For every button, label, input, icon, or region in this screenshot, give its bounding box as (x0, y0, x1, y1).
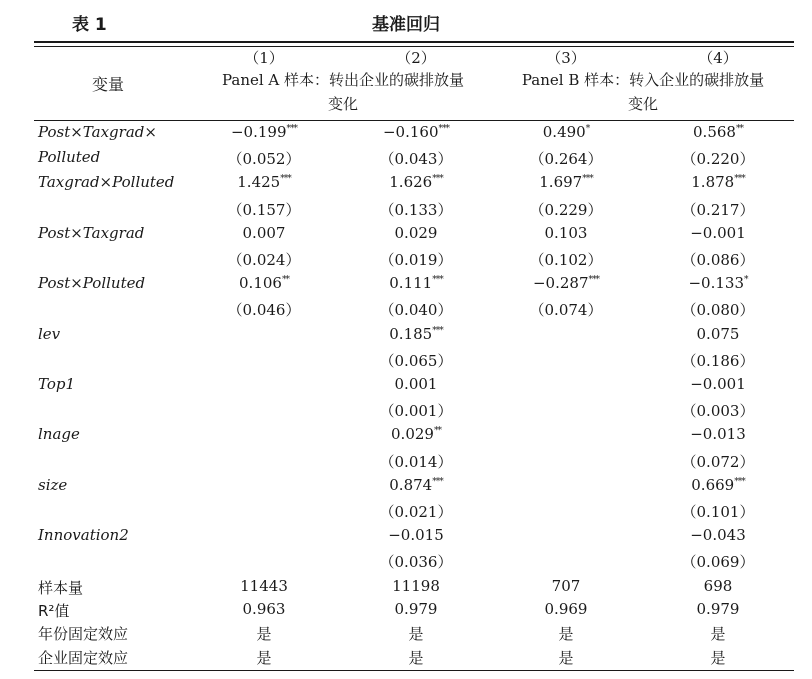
table-title: 基准回归 (372, 15, 440, 35)
variable-header: 变量 (92, 75, 125, 94)
cell-value: （0.040） (379, 301, 453, 320)
row-variable: 样本量 (38, 578, 84, 597)
cell-value: −0.001 (690, 375, 746, 393)
table-row (0, 499, 812, 524)
cell-col-3 (506, 249, 626, 270)
row-variable: Top1 (38, 375, 76, 393)
cell-col-2 (356, 173, 476, 191)
cell-value: （0.021） (379, 503, 453, 521)
row-variable: lev (38, 324, 61, 343)
cell-col-3 (506, 299, 626, 320)
cell-col-4 (658, 577, 778, 595)
cell-col-2 (356, 123, 476, 141)
cell-value: −0.013 (690, 425, 746, 444)
panel-b-line-2: 变化 (627, 95, 658, 113)
cell-value: 11198 (392, 576, 440, 595)
cell-value: （0.003） (681, 402, 755, 421)
top-rule (34, 41, 794, 43)
cell-col-4 (658, 400, 778, 421)
table-row (0, 449, 812, 474)
significance-stars: * (744, 275, 748, 286)
panel-a-header (198, 68, 488, 116)
cell-col-1 (204, 148, 324, 169)
table-row (0, 323, 812, 348)
cell-value: 0.001 (394, 375, 438, 393)
panel-b-header (498, 68, 788, 116)
cell-col-2 (356, 274, 476, 292)
cell-value: 0.103 (544, 223, 588, 242)
cell-value: （0.074） (529, 301, 603, 320)
panel-b-line-1: Panel B 样本：转入企业的碳排放量 (521, 71, 765, 89)
cell-col-2 (356, 647, 476, 668)
cell-col-4 (658, 148, 778, 169)
cell-col-4 (658, 551, 778, 572)
table-row (0, 524, 812, 549)
cell-value: −0.133 (688, 274, 744, 293)
cell-col-2 (356, 249, 476, 270)
row-variable: 年份固定效应 (38, 625, 129, 644)
significance-stars: *** (734, 476, 745, 487)
cell-value: （0.080） (681, 301, 755, 320)
cell-value: 1.425 (237, 173, 281, 192)
cell-col-3 (506, 224, 626, 242)
cell-col-4 (658, 526, 778, 544)
significance-stars: ** (433, 426, 441, 437)
cell-value: 1.697 (539, 173, 583, 192)
cell-col-2 (356, 299, 476, 320)
cell-col-2 (356, 400, 476, 421)
table-row (0, 423, 812, 448)
cell-col-2 (356, 350, 476, 371)
cell-col-4 (658, 600, 778, 618)
cell-value: （0.014） (379, 452, 453, 471)
cell-col-3 (506, 148, 626, 169)
column-number-3: （3） (546, 49, 586, 67)
cell-col-1 (204, 623, 324, 644)
cell-col-4 (658, 299, 778, 320)
cell-col-2 (356, 325, 476, 343)
cell-value: （0.157） (227, 200, 301, 219)
cell-col-4 (658, 173, 778, 191)
table-row (0, 348, 812, 373)
cell-col-2 (356, 476, 476, 494)
table-row (0, 575, 812, 600)
cell-value: 是 (710, 648, 726, 667)
cell-value: 0.669 (691, 475, 735, 494)
cell-col-3 (506, 173, 626, 191)
cell-col-4 (658, 375, 778, 393)
cell-col-2 (356, 224, 476, 242)
cell-value: −0.160 (382, 123, 439, 141)
cell-col-3 (506, 647, 626, 668)
table-label: 表 1 (72, 15, 107, 35)
significance-stars: *** (582, 174, 593, 185)
cell-value: 1.878 (691, 173, 735, 192)
cell-value: 698 (703, 576, 733, 595)
cell-col-2 (356, 526, 476, 544)
cell-col-4 (658, 476, 778, 494)
table-row (0, 146, 812, 171)
cell-value: （0.024） (227, 251, 301, 269)
cell-value: 是 (408, 625, 424, 644)
row-variable: Innovation2 (38, 526, 129, 545)
cell-col-2 (356, 551, 476, 572)
cell-col-1 (204, 647, 324, 668)
title-row (0, 8, 812, 36)
cell-col-4 (658, 350, 778, 371)
column-number-1: （1） (244, 49, 284, 67)
cell-col-2 (356, 451, 476, 472)
cell-col-2 (356, 623, 476, 644)
table-row (0, 222, 812, 247)
cell-col-1 (204, 199, 324, 220)
top-rule-thin (34, 46, 794, 47)
cell-col-3 (506, 199, 626, 220)
cell-value: （0.069） (681, 553, 755, 572)
cell-value: 是 (558, 625, 574, 644)
cell-value: 0.029 (394, 223, 438, 242)
cell-value: 0.007 (242, 223, 286, 242)
cell-value: 0.111 (389, 274, 433, 293)
cell-col-2 (356, 199, 476, 220)
cell-value: 0.979 (696, 599, 740, 618)
row-variable: Taxgrad×Polluted (38, 173, 175, 192)
cell-col-2 (356, 425, 476, 443)
row-variable: Post×Polluted (38, 274, 146, 293)
cell-value: 0.029 (391, 425, 434, 444)
cell-col-4 (658, 623, 778, 644)
cell-col-2 (356, 501, 476, 522)
cell-col-2 (356, 148, 476, 169)
cell-value: −0.199 (230, 123, 287, 141)
cell-col-1 (204, 600, 324, 618)
significance-stars: *** (734, 174, 745, 185)
column-number-4: （4） (698, 49, 738, 67)
cell-col-4 (658, 274, 778, 292)
significance-stars: * (585, 124, 590, 134)
cell-col-4 (658, 249, 778, 270)
cell-value: 是 (558, 648, 574, 667)
table-row (0, 474, 812, 499)
cell-value: （0.229） (529, 200, 603, 219)
cell-value: （0.133） (379, 200, 453, 219)
cell-col-4 (658, 451, 778, 472)
cell-value: 0.979 (394, 599, 438, 618)
cell-value: 0.106 (239, 274, 282, 293)
table-row (0, 598, 812, 623)
cell-value: （0.072） (681, 452, 755, 471)
column-number-2: （2） (396, 49, 436, 67)
cell-value: 0.568 (693, 123, 736, 141)
table-row (0, 645, 812, 670)
cell-value: （0.186） (681, 351, 755, 370)
panel-a-line-2: 变化 (327, 95, 358, 113)
table-row (0, 197, 812, 222)
cell-value: 是 (408, 648, 424, 667)
cell-col-2 (356, 600, 476, 618)
cell-value: （0.036） (379, 553, 453, 572)
significance-stars: *** (438, 124, 449, 134)
row-variable: R²值 (38, 601, 70, 620)
cell-value: （0.043） (379, 150, 453, 169)
cell-col-4 (658, 199, 778, 220)
table-row (0, 297, 812, 322)
cell-value: 11443 (240, 576, 288, 595)
cell-value: （0.220） (681, 150, 755, 169)
cell-col-4 (658, 224, 778, 242)
cell-value: 0.874 (389, 475, 433, 494)
cell-value: （0.102） (529, 251, 603, 269)
cell-value: 是 (710, 625, 726, 644)
cell-col-3 (506, 600, 626, 618)
cell-value: 1.626 (389, 173, 433, 192)
cell-value: （0.046） (227, 301, 301, 320)
significance-stars: *** (432, 174, 443, 185)
cell-value: 0.185 (389, 324, 433, 343)
cell-value: −0.043 (690, 526, 746, 545)
table-row (0, 272, 812, 297)
row-variable: 企业固定效应 (38, 648, 129, 667)
cell-col-3 (506, 274, 626, 292)
table-row (0, 247, 812, 272)
significance-stars: *** (432, 476, 443, 487)
cell-col-1 (204, 274, 324, 292)
table-row (0, 171, 812, 196)
cell-value: （0.001） (379, 402, 453, 421)
table-row (0, 373, 812, 398)
cell-value: （0.052） (227, 150, 301, 169)
cell-col-3 (506, 623, 626, 644)
significance-stars: *** (280, 174, 291, 185)
cell-value: 0.490 (542, 123, 586, 141)
cell-value: （0.086） (681, 251, 755, 269)
significance-stars: ** (281, 275, 289, 286)
cell-value: （0.019） (379, 251, 453, 269)
significance-stars: *** (286, 124, 297, 134)
cell-value: 0.075 (696, 324, 740, 343)
cell-value: −0.287 (532, 274, 589, 293)
cell-value: −0.015 (388, 526, 444, 545)
row-variable: Post×Taxgrad (38, 223, 145, 242)
cell-col-1 (204, 249, 324, 270)
table-row (0, 121, 812, 146)
cell-col-2 (356, 577, 476, 595)
cell-col-3 (506, 577, 626, 595)
cell-value: （0.065） (379, 351, 453, 370)
significance-stars: ** (735, 124, 743, 134)
cell-col-1 (204, 577, 324, 595)
table-row (0, 621, 812, 646)
row-variable: size (38, 475, 68, 494)
cell-value: −0.001 (690, 223, 746, 242)
cell-value: 是 (256, 648, 272, 667)
cell-col-3 (506, 123, 626, 141)
bottom-rule (34, 670, 794, 671)
significance-stars: *** (588, 275, 599, 286)
panel-a-line-1: Panel A 样本：转出企业的碳排放量 (221, 71, 465, 89)
cell-col-4 (658, 501, 778, 522)
cell-col-1 (204, 299, 324, 320)
table-row (0, 549, 812, 574)
cell-col-4 (658, 425, 778, 443)
cell-value: （0.264） (529, 150, 603, 169)
cell-value: （0.101） (681, 503, 755, 521)
cell-value: 0.969 (544, 599, 588, 618)
significance-stars: *** (432, 325, 443, 336)
row-variable: lnage (38, 425, 80, 444)
cell-col-1 (204, 173, 324, 191)
cell-col-1 (204, 224, 324, 242)
cell-value: 是 (256, 625, 272, 644)
cell-col-4 (658, 325, 778, 343)
cell-value: 0.963 (242, 599, 286, 618)
cell-col-4 (658, 647, 778, 668)
cell-value: 707 (551, 576, 581, 595)
significance-stars: *** (432, 275, 443, 286)
cell-value: （0.217） (681, 200, 755, 219)
table-row (0, 398, 812, 423)
cell-col-2 (356, 375, 476, 393)
cell-col-1 (204, 123, 324, 141)
row-variable: Polluted (38, 148, 101, 167)
row-variable: Post×Taxgrad× (38, 123, 157, 141)
cell-col-4 (658, 123, 778, 141)
